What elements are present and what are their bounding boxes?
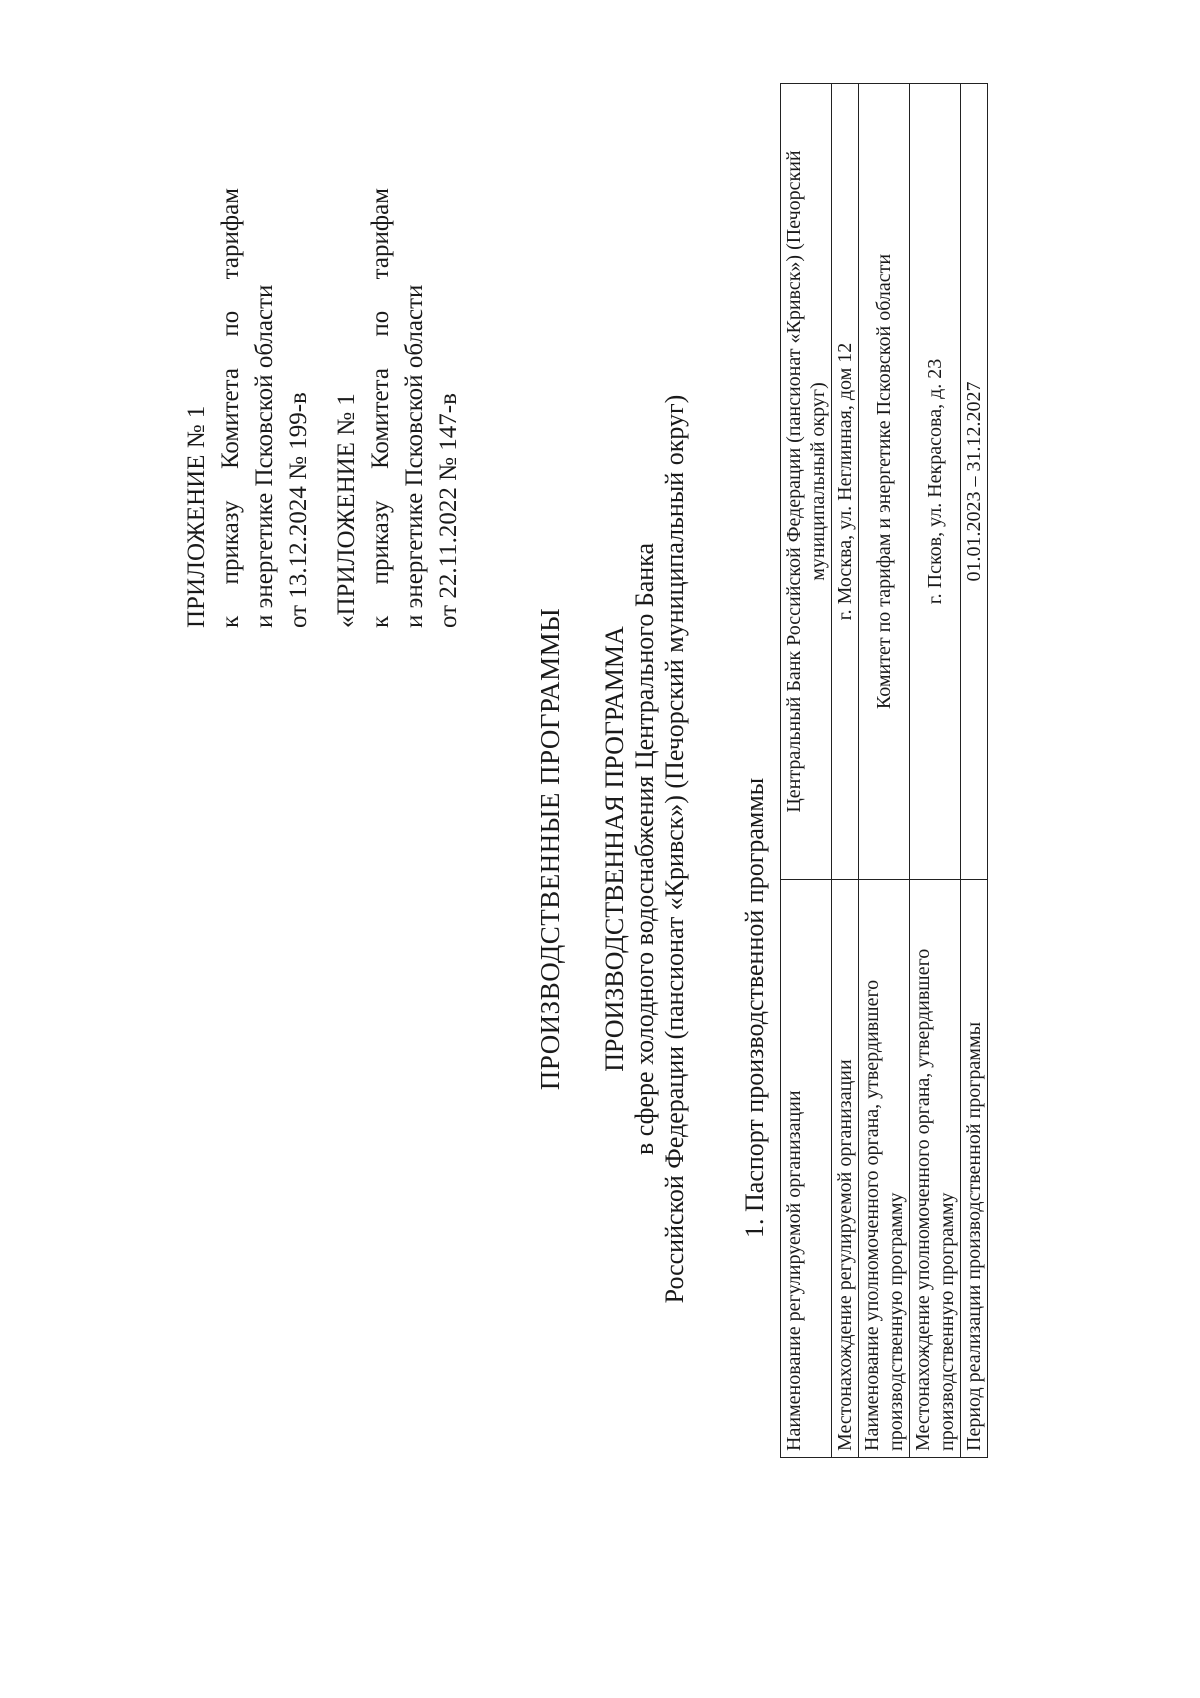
document-title: ПРОИЗВОДСТВЕННЫЕ ПРОГРАММЫ <box>535 607 565 1091</box>
appendix-date-line: от 22.11.2022 № 147-в <box>435 393 462 628</box>
appendix-order-line <box>364 188 398 628</box>
word: к <box>217 615 244 628</box>
row-value: 01.01.2023 – 31.12.2027 <box>961 84 988 880</box>
appendix-order-line <box>214 188 248 628</box>
word: приказу <box>367 500 394 585</box>
word: к <box>367 615 394 628</box>
program-heading <box>600 0 690 1698</box>
row-value: Центральный Банк Российской Федерации (пансионат «Кривск») (Печорский муниципальный округ) <box>781 84 832 880</box>
appendix-authority-line: и энергетике Псковской области <box>401 284 428 628</box>
word: по <box>367 310 394 337</box>
row-label: Наименование уполномоченного органа, утвердившего производственную программу <box>859 880 910 1458</box>
row-value: Комитет по тарифам и энергетике Псковской области <box>859 84 910 880</box>
table-row <box>859 84 910 1458</box>
table-row <box>832 84 859 1458</box>
word: тарифам <box>367 188 394 280</box>
program-subtitle-2: Российской Федерации (пансионат «Кривск») (Печорский муниципальный округ) <box>660 394 689 1304</box>
appendix-title: ПРИЛОЖЕНИЕ № 1 <box>183 405 210 628</box>
table-row <box>910 84 961 1458</box>
section-title: 1. Паспорт производственной программы <box>740 777 769 1238</box>
row-label: Местонахождение регулируемой организации <box>832 880 859 1458</box>
word: Комитета <box>367 368 394 470</box>
word: приказу <box>217 500 244 585</box>
appendix-date-line: от 13.12.2024 № 199-в <box>285 392 312 628</box>
row-value: г. Псков, ул. Некрасова, д. 23 <box>910 84 961 880</box>
word: по <box>217 310 244 337</box>
row-label: Наименование регулируемой организации <box>781 880 832 1458</box>
appendix-authority-line: и энергетике Псковской области <box>251 284 278 628</box>
program-title: ПРОИЗВОДСТВЕННАЯ ПРОГРАММА <box>600 626 629 1072</box>
appendix-previous <box>330 188 466 628</box>
appendix-title: «ПРИЛОЖЕНИЕ № 1 <box>333 393 360 628</box>
row-label: Местонахождение уполномоченного органа, утвердившего производственную программу <box>910 880 961 1458</box>
row-label: Период реализации производственной программы <box>961 880 988 1458</box>
passport-table <box>780 83 988 1458</box>
word: Комитета <box>217 368 244 470</box>
row-value: г. Москва, ул. Неглинная, дом 12 <box>832 84 859 880</box>
table-row <box>781 84 832 1458</box>
word: тарифам <box>217 188 244 280</box>
appendix-current <box>180 188 316 628</box>
table-row <box>961 84 988 1458</box>
program-subtitle-1: в сфере холодного водоснабжения Центрального Банка <box>630 543 659 1155</box>
